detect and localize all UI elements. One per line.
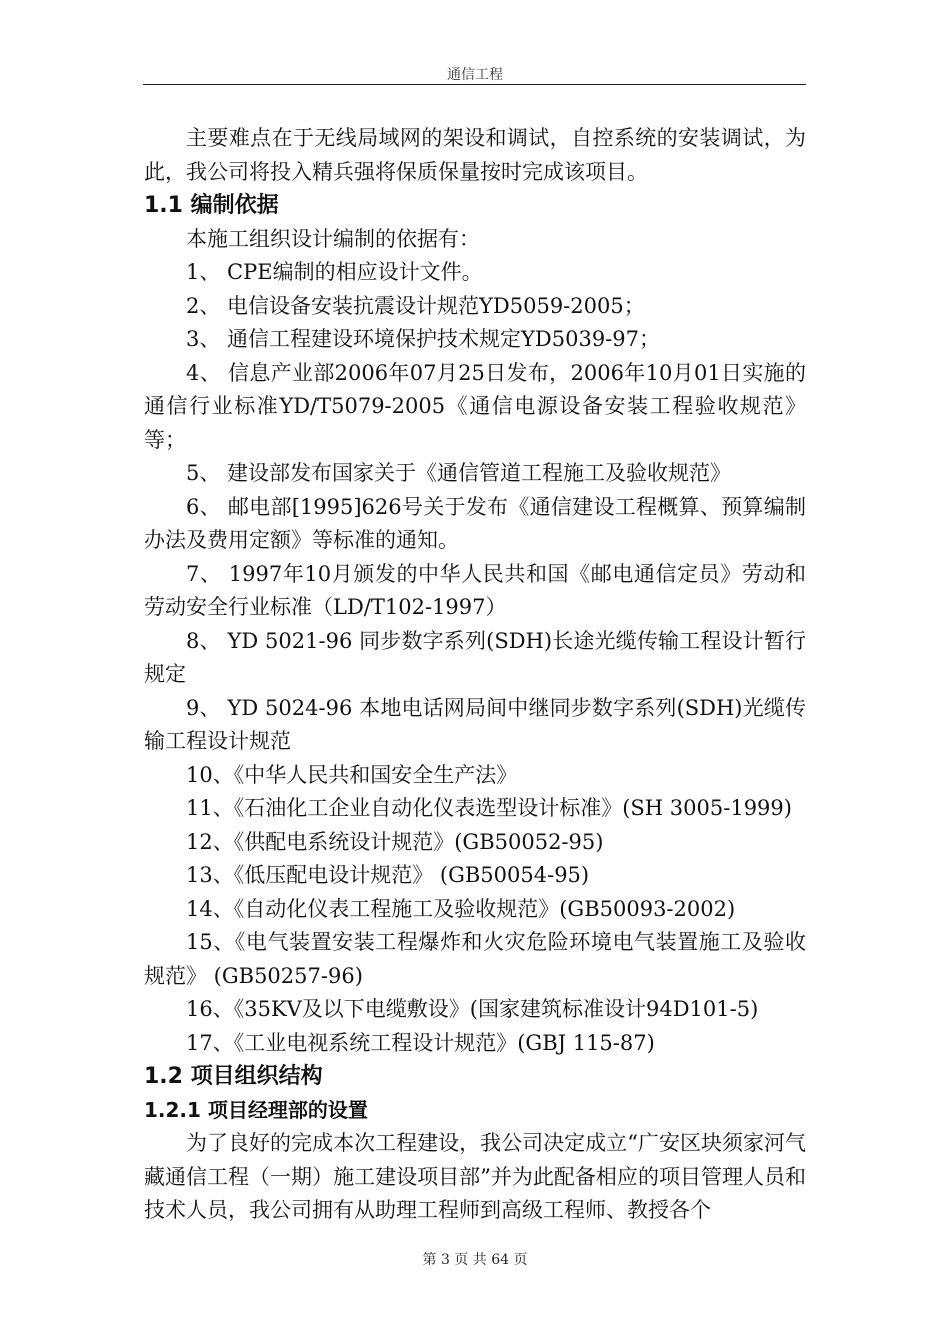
paragraph: 4、 信息产业部2006年07月25日发布，2006年10月01日实施的通信行业标准YD/T5079-2005《通信电源设备安装工程验收规范》等；: [144, 360, 806, 452]
paragraph: 11、《石油化工企业自动化仪表选型设计标准》(SH 3005-1999): [186, 796, 792, 820]
paragraph: 16、《35KV及以下电缆敷设》(国家建筑标准设计94D101-5): [186, 997, 759, 1021]
paragraph: 6、 邮电部[1995]626号关于发布《通信建设工程概算、预算编制办法及费用定额》等标准的通知。: [144, 494, 806, 552]
paragraph: 1、 CPE编制的相应设计文件。: [186, 260, 483, 284]
paragraph: 15、《电气装置安装工程爆炸和火灾危险环境电气装置施工及验收规范》 (GB50257-96): [144, 930, 806, 988]
paragraph: 本施工组织设计编制的依据有：: [186, 226, 480, 251]
paragraph: 5、 建设部发布国家关于《通信管道工程施工及验收规范》: [186, 461, 732, 485]
section-heading: 1.2 项目组织结构: [144, 1064, 323, 1089]
header-divider: [143, 84, 806, 85]
paragraph: 为了良好的完成本次工程建设，我公司决定成立“广安区块须家河气藏通信工程（一期）施工建设项目部”并为此配备相应的项目管理人员和技术人员，我公司拥有从助理工程师到高级工程师、教授各个: [144, 1131, 806, 1222]
paragraph: 10、《中华人民共和国安全生产法》: [186, 762, 518, 787]
page-number: 第 3 页 共 64 页: [422, 1252, 528, 1268]
paragraph: 14、《自动化仪表工程施工及验收规范》(GB50093-2002): [186, 896, 736, 921]
paragraph: 7、 1997年10月颁发的中华人民共和国《邮电通信定员》劳动和劳动安全行业标准（LD/T102-1997）: [144, 561, 806, 619]
paragraph: 主要难点在于无线局域网的架设和调试，自控系统的安装调试，为此，我公司将投入精兵强将保质保量按时完成该项目。: [144, 126, 806, 184]
paragraph: 17、《工业电视系统工程设计规范》(GBJ 115-87): [186, 1030, 655, 1055]
header-title: 通信工程: [447, 67, 503, 83]
paragraph: 9、 YD 5024-96 本地电话网局间中继同步数字系列(SDH)光缆传输工程设计规范: [144, 695, 806, 753]
paragraph: 8、 YD 5021-96 同步数字系列(SDH)长途光缆传输工程设计暂行规定: [144, 628, 806, 686]
document-body: [144, 122, 806, 1228]
paragraph: 2、 电信设备安装抗震设计规范YD5059-2005；: [186, 293, 645, 318]
paragraph: 12、《供配电系统设计规范》(GB50052-95): [186, 829, 604, 854]
subsection-heading: 1.2.1 项目经理部的设置: [144, 1097, 368, 1122]
section-heading: 1.1 编制依据: [144, 193, 279, 218]
paragraph: 3、 通信工程建设环境保护技术规定YD5039-97；: [186, 327, 660, 351]
paragraph: 13、《低压配电设计规范》 (GB50054-95): [186, 863, 590, 887]
